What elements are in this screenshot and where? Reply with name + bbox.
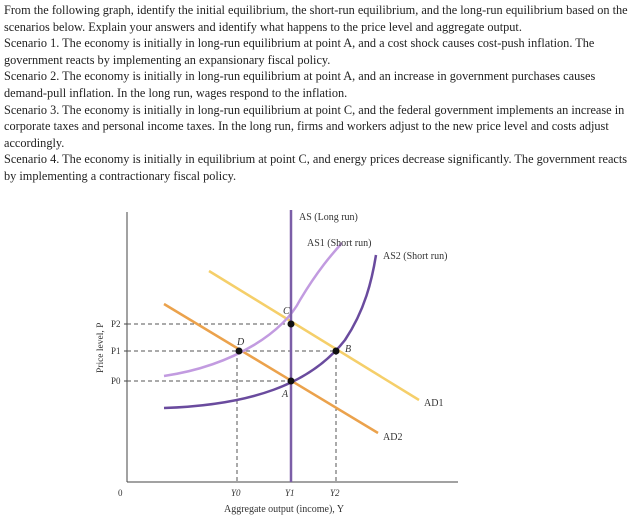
as1-label: AS1 (Short run) — [307, 238, 372, 249]
point-d-label: D — [237, 337, 245, 348]
scenario-2: Scenario 2. The economy is initially in long-run equilibrium at point A, and an increase in government purchases causes demand-pull inflation. In the long run, wages respond to the inflation. — [4, 69, 596, 100]
aggregate-supply-demand-graph — [0, 198, 633, 518]
point-b-label: B — [345, 344, 352, 355]
scenario-1: Scenario 1. The economy is initially in long-run equilibrium at point A, and a cost shock causes cost-push inflation. The government reacts by implementing an expansionary fiscal policy. — [4, 36, 595, 67]
point-d-marker — [236, 348, 243, 355]
y-tick-p0: P0 — [111, 376, 121, 386]
point-b-marker — [333, 348, 340, 355]
ad1-label: AD1 — [424, 398, 444, 409]
ad2-label: AD2 — [383, 432, 403, 443]
as2-curve — [164, 255, 376, 408]
point-a-marker — [288, 378, 295, 385]
question-text — [4, 2, 629, 185]
dashed-guides — [127, 324, 336, 482]
as-long-run-label: AS (Long run) — [299, 212, 358, 223]
y-tick-p1: P1 — [111, 346, 121, 356]
point-c-marker — [288, 321, 295, 328]
x-axis-label: Aggregate output (income), Y — [224, 504, 345, 515]
point-c-label: C — [283, 306, 290, 317]
point-a-label: A — [282, 389, 289, 400]
question-intro: From the following graph, identify the initial equilibrium, the short-run equilibrium, and the long-run equilibrium based on the scenarios below. Explain your answers and identify what happens to the price level and aggregate output. — [4, 3, 628, 34]
scenario-4: Scenario 4. The economy is initially in equilibrium at point C, and energy prices decrease significantly. The government reacts by implementing a contractionary fiscal policy. — [4, 152, 628, 183]
x-tick-y1: Y1 — [285, 488, 295, 498]
as1-curve — [164, 243, 342, 376]
x-tick-y0: Y0 — [231, 488, 241, 498]
x-tick-y2: Y2 — [330, 488, 340, 498]
origin-label: 0 — [118, 488, 123, 498]
as2-label: AS2 (Short run) — [383, 251, 448, 262]
scenario-3: Scenario 3. The economy is initially in long-run equilibrium at point C, and the federal government implements an increase in corporate taxes and personal income taxes. In the long run, firms and workers adjust to the new price level and costs adjust accordingly. — [4, 102, 625, 150]
y-tick-p2: P2 — [111, 319, 121, 329]
y-axis-label: Price level, P — [96, 322, 106, 373]
